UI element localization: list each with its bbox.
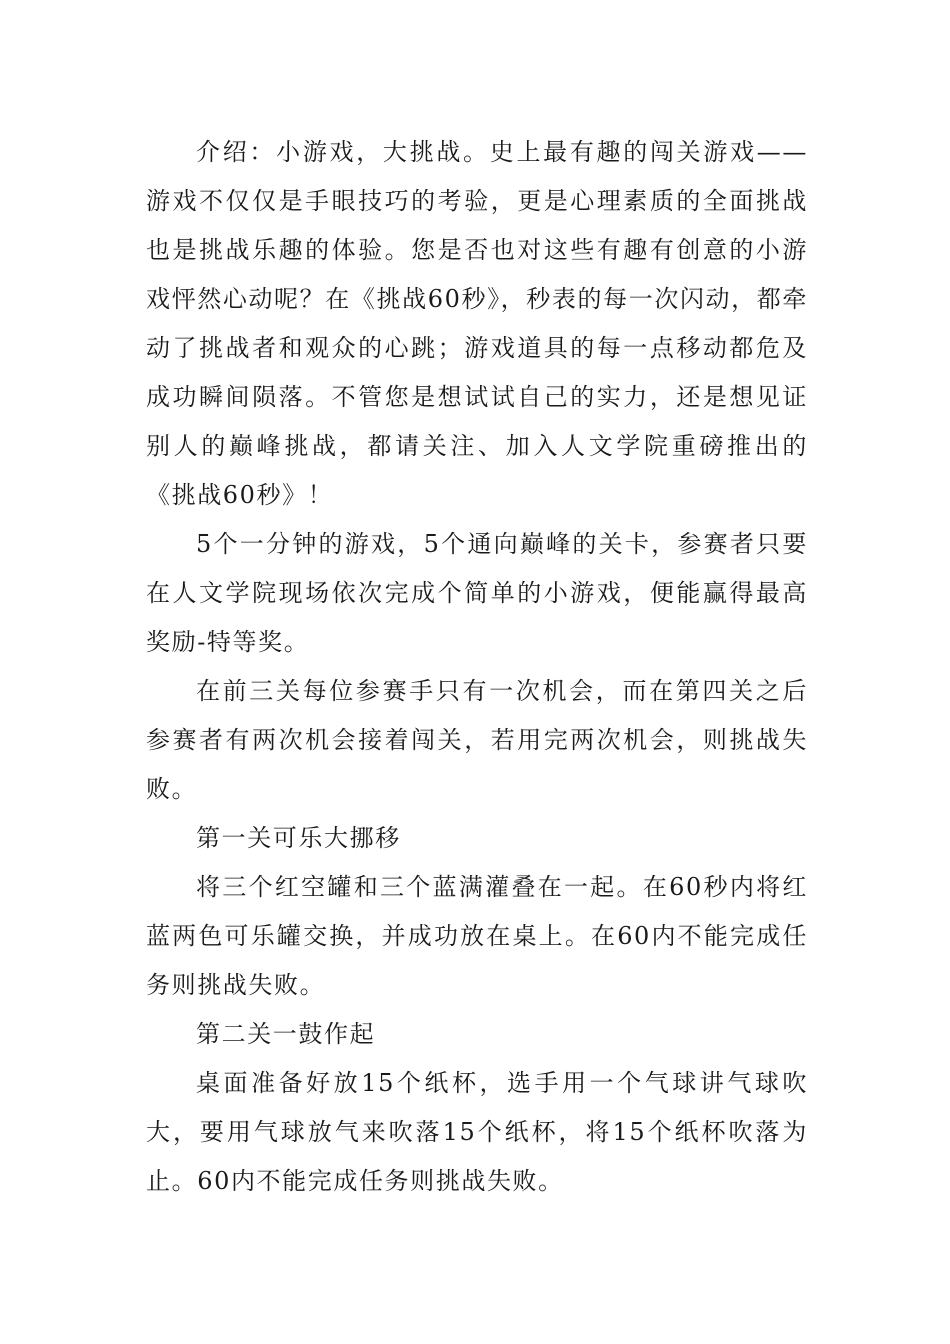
games-overview-paragraph: 5个一分钟的游戏，5个通向巅峰的关卡，参赛者只要在人文学院现场依次完成个简单的小游戏，便能赢得最高奖励-特等奖。 xyxy=(146,530,808,656)
level-one-description: 将三个红空罐和三个蓝满灌叠在一起。在60秒内将红蓝两色可乐罐交换，并成功放在桌上。在60内不能完成任务则挑战失败。 xyxy=(146,873,808,999)
document-body xyxy=(146,128,808,1206)
intro-paragraph: 介绍：小游戏，大挑战。史上最有趣的闯关游戏——游戏不仅仅是手眼技巧的考验，更是心理素质的全面挑战也是挑战乐趣的体验。您是否也对这些有趣有创意的小游戏怦然心动呢？在《挑战60秒》，秒表的每一次闪动，都牵动了挑战者和观众的心跳；游戏道具的每一点移动都危及成功瞬间陨落。不管您是想试试自己的实力，还是想见证别人的巅峰挑战，都请关注、加入人文学院重磅推出的《挑战60秒》！ xyxy=(146,138,808,509)
rules-paragraph: 在前三关每位参赛手只有一次机会，而在第四关之后参赛者有两次机会接着闯关，若用完两次机会，则挑战失败。 xyxy=(146,677,808,803)
level-two-description: 桌面准备好放15个纸杯，选手用一个气球讲气球吹大，要用气球放气来吹落15个纸杯，将15个纸杯吹落为止。60内不能完成任务则挑战失败。 xyxy=(146,1069,808,1195)
level-one-heading: 第一关可乐大挪移 xyxy=(196,824,401,852)
level-two-heading: 第二关一鼓作起 xyxy=(196,1020,376,1048)
